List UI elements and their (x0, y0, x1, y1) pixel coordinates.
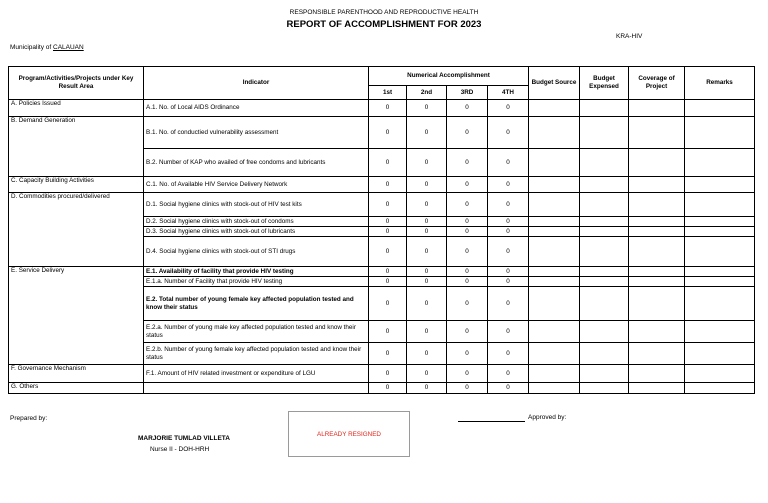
budget-expensed-cell (580, 227, 629, 237)
q3-value: 0 (447, 177, 488, 193)
key-result-area: E. Service Delivery (9, 267, 144, 365)
quarter-header: 4TH (488, 86, 529, 100)
q2-value: 0 (407, 227, 447, 237)
coverage-cell (629, 277, 685, 287)
q2-value: 0 (407, 193, 447, 217)
key-result-area: A. Policies Issued (9, 100, 144, 117)
q1-value: 0 (369, 237, 407, 267)
budget-expensed-cell (580, 217, 629, 227)
table-row (9, 267, 755, 277)
key-result-area: C. Capacity Building Activities (9, 177, 144, 193)
budget-source-cell (529, 287, 580, 321)
coverage-cell (629, 100, 685, 117)
q1-value: 0 (369, 117, 407, 149)
q4-value: 0 (488, 383, 529, 394)
q3-value: 0 (447, 227, 488, 237)
budget-expensed-cell (580, 267, 629, 277)
accomplishment-table (8, 66, 755, 394)
coverage-cell (629, 227, 685, 237)
coverage-cell (629, 287, 685, 321)
remarks-cell (685, 365, 755, 383)
coverage-cell (629, 193, 685, 217)
q3-value: 0 (447, 237, 488, 267)
remarks-cell (685, 287, 755, 321)
budget-expensed-cell (580, 277, 629, 287)
indicator-cell: C.1. No. of Available HIV Service Delivery Network (144, 177, 369, 193)
coverage-cell (629, 177, 685, 193)
table-row (9, 383, 755, 394)
q2-value: 0 (407, 365, 447, 383)
key-result-area: G. Others (9, 383, 144, 394)
q4-value: 0 (488, 117, 529, 149)
q3-value: 0 (447, 321, 488, 343)
remarks-cell (685, 100, 755, 117)
budget-expensed-cell (580, 100, 629, 117)
q2-value: 0 (407, 217, 447, 227)
q3-value: 0 (447, 100, 488, 117)
remarks-cell (685, 117, 755, 149)
indicator-header: Indicator (144, 67, 369, 100)
budget-expensed-cell (580, 343, 629, 365)
q3-value: 0 (447, 287, 488, 321)
remarks-cell (685, 177, 755, 193)
indicator-cell: E.1.a. Number of Facility that provide HIV testing (144, 277, 369, 287)
q2-value: 0 (407, 117, 447, 149)
q1-value: 0 (369, 227, 407, 237)
budget-source-cell (529, 149, 580, 177)
coverage-cell (629, 149, 685, 177)
q1-value: 0 (369, 277, 407, 287)
budget-expensed-cell (580, 321, 629, 343)
budget-source-cell (529, 343, 580, 365)
indicator-cell: D.3. Social hygiene clinics with stock-out of lubricants (144, 227, 369, 237)
remarks-cell (685, 237, 755, 267)
q2-value: 0 (407, 149, 447, 177)
municipality-label: Municipality of (10, 44, 52, 51)
coverage-header: Coverage of Project (629, 67, 685, 100)
coverage-cell (629, 117, 685, 149)
indicator-cell: D.1. Social hygiene clinics with stock-out of HIV test kits (144, 193, 369, 217)
remarks-cell (685, 227, 755, 237)
q4-value: 0 (488, 100, 529, 117)
key-result-area: B. Demand Generation (9, 117, 144, 177)
resigned-stamp-box (288, 411, 410, 457)
remarks-cell (685, 193, 755, 217)
table-row (9, 100, 755, 117)
q2-value: 0 (407, 277, 447, 287)
q1-value: 0 (369, 267, 407, 277)
q1-value: 0 (369, 321, 407, 343)
budget-source-cell (529, 193, 580, 217)
q3-value: 0 (447, 217, 488, 227)
budget-expensed-cell (580, 149, 629, 177)
budget-expensed-header: Budget Expensed (580, 67, 629, 100)
budget-expensed-cell (580, 365, 629, 383)
q1-value: 0 (369, 343, 407, 365)
remarks-cell (685, 383, 755, 394)
indicator-cell (144, 383, 369, 394)
table-row (9, 193, 755, 217)
coverage-cell (629, 343, 685, 365)
q4-value: 0 (488, 321, 529, 343)
q2-value: 0 (407, 383, 447, 394)
budget-expensed-cell (580, 193, 629, 217)
table-row (9, 365, 755, 383)
coverage-cell (629, 217, 685, 227)
remarks-cell (685, 267, 755, 277)
q3-value: 0 (447, 383, 488, 394)
q2-value: 0 (407, 267, 447, 277)
q2-value: 0 (407, 100, 447, 117)
municipality-name: CALAUAN (53, 44, 84, 51)
budget-expensed-cell (580, 287, 629, 321)
coverage-cell (629, 321, 685, 343)
q4-value: 0 (488, 227, 529, 237)
q1-value: 0 (369, 149, 407, 177)
quarter-header: 1st (369, 86, 407, 100)
numerical-accomplishment-header: Numerical Accomplishment (369, 67, 529, 86)
indicator-cell: F.1. Amount of HIV related investment or expenditure of LGU (144, 365, 369, 383)
prepared-by-label: Prepared by: (10, 415, 48, 422)
indicator-cell: D.4. Social hygiene clinics with stock-out of STI drugs (144, 237, 369, 267)
q1-value: 0 (369, 100, 407, 117)
q2-value: 0 (407, 343, 447, 365)
indicator-cell: D.2. Social hygiene clinics with stock-out of condoms (144, 217, 369, 227)
q4-value: 0 (488, 149, 529, 177)
q4-value: 0 (488, 287, 529, 321)
budget-expensed-cell (580, 237, 629, 267)
report-supertitle: RESPONSIBLE PARENTHOOD AND REPRODUCTIVE HEALTH (289, 9, 479, 16)
quarter-header: 2nd (407, 86, 447, 100)
remarks-cell (685, 277, 755, 287)
indicator-cell: B.1. No. of conductied vulnerability assessment (144, 117, 369, 149)
q4-value: 0 (488, 237, 529, 267)
q1-value: 0 (369, 177, 407, 193)
remarks-cell (685, 321, 755, 343)
approver-signature-line (458, 421, 525, 422)
indicator-cell: E.1. Availability of facility that provide HIV testing (144, 267, 369, 277)
budget-source-cell (529, 321, 580, 343)
indicator-cell: E.2.a. Number of young male key affected population tested and know their status (144, 321, 369, 343)
key-result-area: D. Commodities procured/delivered (9, 193, 144, 267)
q3-value: 0 (447, 193, 488, 217)
budget-source-cell (529, 100, 580, 117)
budget-expensed-cell (580, 177, 629, 193)
q1-value: 0 (369, 217, 407, 227)
table-row (9, 117, 755, 149)
coverage-cell (629, 267, 685, 277)
preparer-name: MARJORIE TUMLAD VILLETA (138, 435, 230, 442)
resigned-stamp-text: ALREADY RESIGNED (317, 430, 381, 438)
coverage-cell (629, 365, 685, 383)
budget-source-cell (529, 117, 580, 149)
budget-source-cell (529, 217, 580, 227)
q4-value: 0 (488, 343, 529, 365)
indicator-cell: E.2. Total number of young female key affected population tested and know their status (144, 287, 369, 321)
q1-value: 0 (369, 383, 407, 394)
q4-value: 0 (488, 177, 529, 193)
approved-by-label: Approved by: (528, 414, 567, 421)
budget-source-cell (529, 237, 580, 267)
budget-source-cell (529, 365, 580, 383)
remarks-cell (685, 149, 755, 177)
remarks-header: Remarks (685, 67, 755, 100)
budget-source-cell (529, 267, 580, 277)
q3-value: 0 (447, 343, 488, 365)
municipality-line (10, 44, 84, 51)
indicator-cell: E.2.b. Number of young female key affected population tested and know their status (144, 343, 369, 365)
kra-code: KRA-HIV (616, 33, 643, 40)
q2-value: 0 (407, 237, 447, 267)
coverage-cell (629, 383, 685, 394)
q4-value: 0 (488, 267, 529, 277)
q3-value: 0 (447, 149, 488, 177)
budget-source-cell (529, 277, 580, 287)
program-header: Program/Activities/Projects under Key Result Area (9, 67, 144, 100)
indicator-cell: B.2. Number of KAP who availed of free condoms and lubricants (144, 149, 369, 177)
budget-source-cell (529, 383, 580, 394)
remarks-cell (685, 217, 755, 227)
q3-value: 0 (447, 365, 488, 383)
q4-value: 0 (488, 277, 529, 287)
q3-value: 0 (447, 117, 488, 149)
q3-value: 0 (447, 277, 488, 287)
q2-value: 0 (407, 287, 447, 321)
budget-source-header: Budget Source (529, 67, 580, 100)
coverage-cell (629, 237, 685, 267)
budget-expensed-cell (580, 117, 629, 149)
q4-value: 0 (488, 217, 529, 227)
report-title: REPORT OF ACCOMPLISHMENT FOR 2023 (286, 19, 482, 30)
budget-source-cell (529, 227, 580, 237)
q1-value: 0 (369, 287, 407, 321)
q4-value: 0 (488, 365, 529, 383)
q4-value: 0 (488, 193, 529, 217)
q2-value: 0 (407, 321, 447, 343)
quarter-header: 3RD (447, 86, 488, 100)
q1-value: 0 (369, 365, 407, 383)
key-result-area: F. Governance Mechanism (9, 365, 144, 383)
q2-value: 0 (407, 177, 447, 193)
budget-source-cell (529, 177, 580, 193)
q3-value: 0 (447, 267, 488, 277)
remarks-cell (685, 343, 755, 365)
preparer-position: Nurse II - DOH-HRH (150, 446, 210, 453)
table-row (9, 177, 755, 193)
q1-value: 0 (369, 193, 407, 217)
indicator-cell: A.1. No. of Local AIDS Ordinance (144, 100, 369, 117)
budget-expensed-cell (580, 383, 629, 394)
